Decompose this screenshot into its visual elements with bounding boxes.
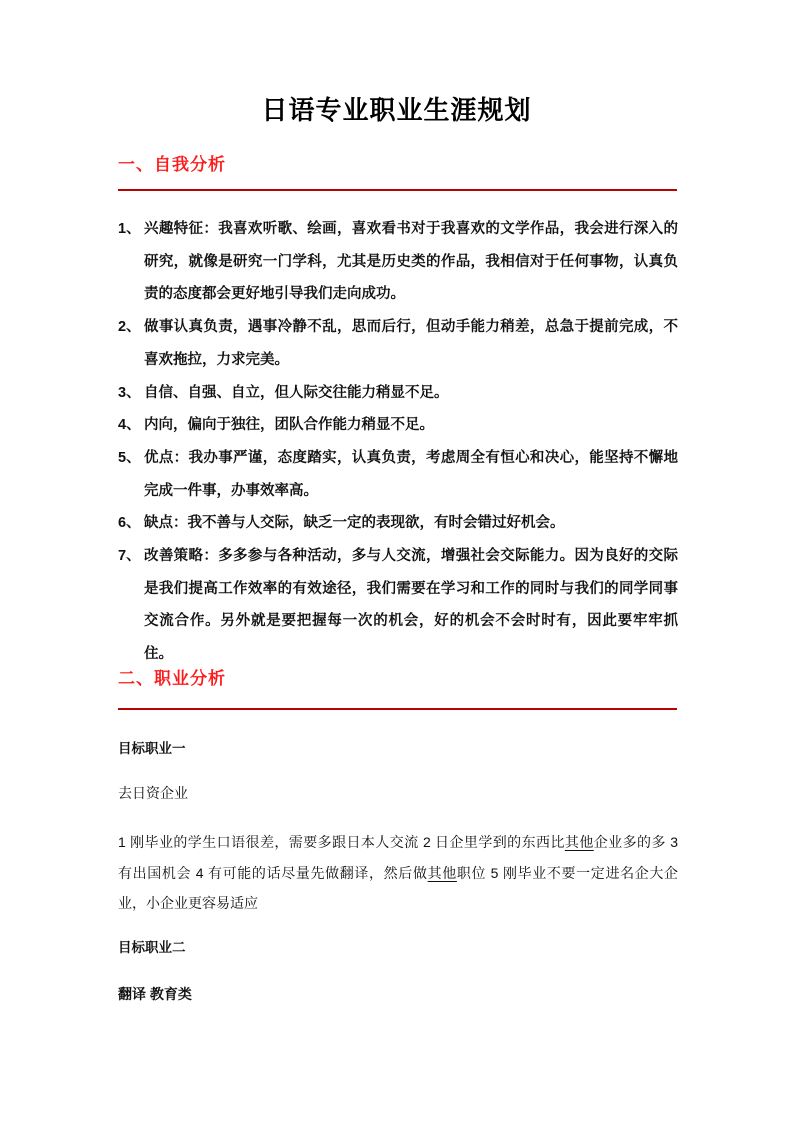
target-career-2-value: 翻译 教育类 xyxy=(118,986,192,1002)
list-item xyxy=(118,507,678,540)
list-item xyxy=(118,409,678,442)
section2-heading: 二、职业分析 xyxy=(118,669,226,688)
list-item-number: 5、 xyxy=(118,449,141,466)
underlined-text-run: 其他 xyxy=(564,834,594,850)
target-career-1-value: 去日资企业 xyxy=(118,785,188,801)
text-run: 职位 5 刚毕业不要一定进名企大企业，小企业更容易适应 xyxy=(118,864,678,911)
list-item-number: 7、 xyxy=(118,548,141,565)
list-item-text: 做事认真负责，遇事冷静不乱，思而后行，但动手能力稍差，总急于提前完成，不喜欢拖拉，力求完美。 xyxy=(144,319,678,368)
list-item-text: 内向，偏向于独往，团队合作能力稍显不足。 xyxy=(144,417,434,434)
list-item xyxy=(118,377,678,410)
list-item-number: 2、 xyxy=(118,319,141,336)
section2-divider xyxy=(118,708,677,710)
underlined-text-run: 其他 xyxy=(427,864,457,881)
target-career-1-label: 目标职业一 xyxy=(118,741,186,756)
list-item-text: 优点：我办事严谨，态度踏实，认真负责，考虑周全有恒心和决心，能坚持不懈地完成一件事，办事效率高。 xyxy=(144,449,678,499)
text-run: 企业多的多 3 有出国机会 4 有可能的话尽量先做翻译，然后做 xyxy=(118,834,678,881)
list-item-number: 4、 xyxy=(118,417,141,434)
self-analysis-list xyxy=(118,213,678,671)
list-item-text: 缺点：我不善与人交际，缺乏一定的表现欲，有时会错过好机会。 xyxy=(144,515,565,532)
target-career-2-label: 目标职业二 xyxy=(118,940,186,955)
list-item-text: 自信、自强、自立，但人际交往能力稍显不足。 xyxy=(144,384,449,401)
list-item-text: 改善策略：多多参与各种活动，多与人交流，增强社会交际能力。因为良好的交际是我们提高工作效率的有效途径，我们需要在学习和工作的同时与我们的同学同事交流合作。另外就是要把握每一次的机会，好的机会不会时时有，因此要牢牢抓住。 xyxy=(144,548,678,663)
list-item-number: 3、 xyxy=(118,384,141,401)
section1-heading: 一、自我分析 xyxy=(118,155,226,174)
list-item xyxy=(118,540,678,671)
text-run: 1 刚毕业的学生口语很差，需要多跟日本人交流 2 日企里学到的东西比 xyxy=(118,834,565,850)
document-title: 日语专业职业生涯规划 xyxy=(261,96,532,125)
list-item-number: 1、 xyxy=(118,221,141,237)
career-1-details xyxy=(118,827,678,919)
list-item-number: 6、 xyxy=(118,515,141,532)
list-item-text: 兴趣特征：我喜欢听歌、绘画，喜欢看书对于我喜欢的文学作品，我会进行深入的研究，就像是研究一门学科，尤其是历史类的作品，我相信对于任何事物，认真负责的态度都会更好地引导我们走向成功。 xyxy=(144,221,678,303)
list-item xyxy=(118,442,678,507)
list-item xyxy=(118,213,678,311)
section1-divider xyxy=(118,189,677,191)
list-item xyxy=(118,311,678,376)
